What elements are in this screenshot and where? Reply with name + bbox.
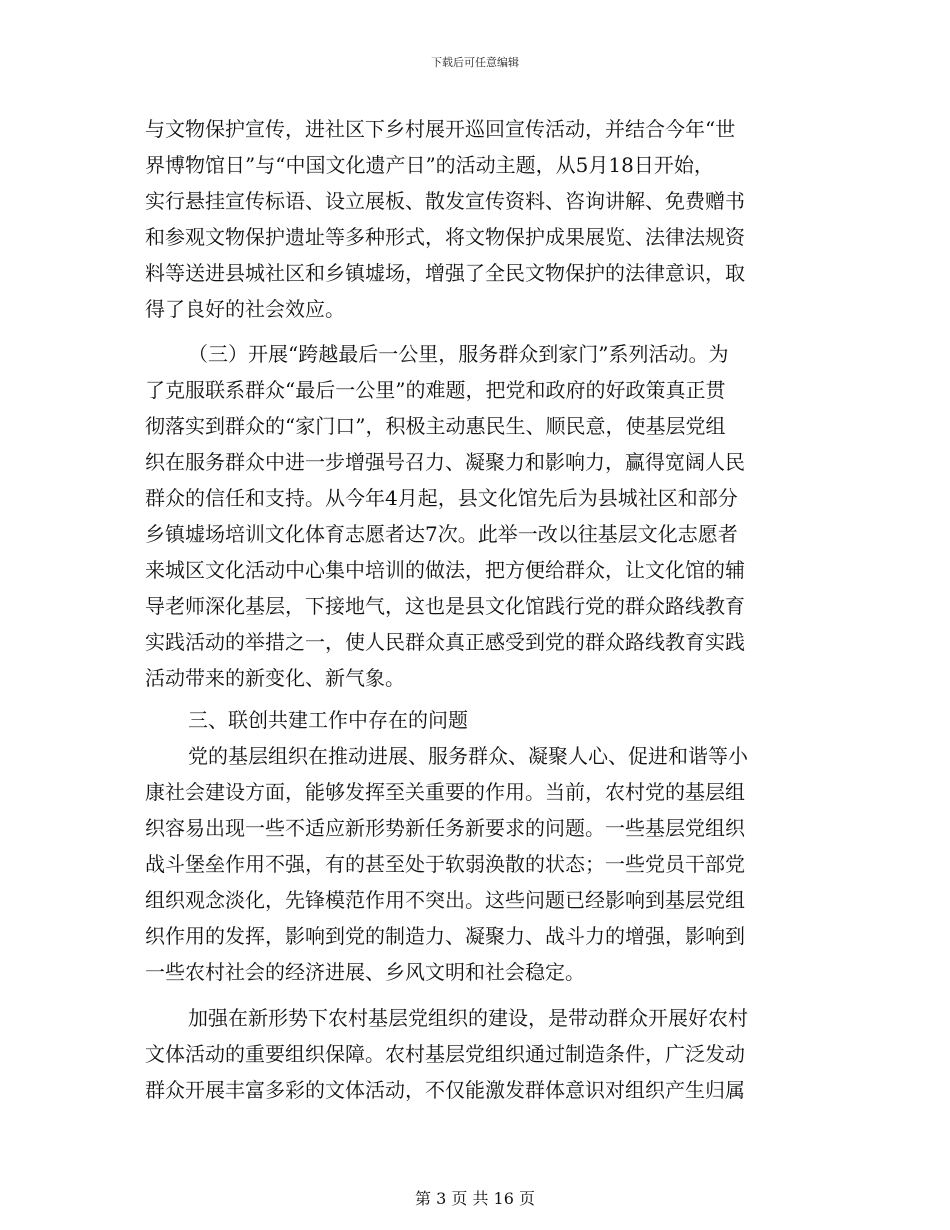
text-line: 加强在新形势下农村基层党组织的建设，是带动群众开展好农村 bbox=[188, 1006, 748, 1030]
text-line: 一些农村社会的经济进展、乡风文明和社会稳定。 bbox=[145, 960, 585, 984]
text-line: 来城区文化活动中心集中培训的做法，把方便给群众，让文化馆的辅 bbox=[145, 558, 745, 582]
text-line: 彻落实到群众的“家门口”，积极主动惠民生、顺民意，使基层党组 bbox=[145, 414, 726, 438]
text-line: 了克服联系群众“最后一公里”的难题，把党和政府的好政策真正贯 bbox=[145, 378, 726, 402]
text-line: 乡镇墟场培训文化体育志愿者达7次。此举一改以往基层文化志愿者 bbox=[145, 522, 738, 546]
text-line: 织容易出现一些不适应新形势新任务新要求的问题。一些基层党组织 bbox=[145, 816, 745, 840]
text-line: 组织观念淡化，先锋模范作用不突出。这些问题已经影响到基层党组 bbox=[145, 888, 745, 912]
text-line: 织作用的发挥，影响到党的制造力、凝聚力、战斗力的增强，影响到 bbox=[145, 924, 745, 948]
text-line: 实践活动的举措之一，使人民群众真正感受到党的群众路线教育实践 bbox=[145, 630, 745, 654]
text-line: 导老师深化基层，下接地气，这也是县文化馆践行党的群众路线教育 bbox=[145, 594, 745, 618]
text-line: 文体活动的重要组织保障。农村基层党组织通过制造条件，广泛发动 bbox=[145, 1042, 745, 1066]
text-line: 活动带来的新变化、新气象。 bbox=[145, 666, 405, 690]
text-line: 三、联创共建工作中存在的问题 bbox=[188, 708, 468, 732]
text-line: 与文物保护宣传，进社区下乡村展开巡回宣传活动，并结合今年“世 bbox=[145, 117, 736, 141]
text-line: 料等送进县城社区和乡镇墟场，增强了全民文物保护的法律意识，取 bbox=[145, 261, 745, 285]
text-line: 织在服务群众中进一步增强号召力、凝聚力和影响力，赢得宽阔人民 bbox=[145, 450, 745, 474]
page-header: 下载后可任意编辑 bbox=[431, 56, 519, 69]
text-line: 得了良好的社会效应。 bbox=[145, 297, 345, 321]
text-line: 群众的信任和支持。从今年4月起，县文化馆先后为县城社区和部分 bbox=[145, 486, 738, 510]
text-line: 实行悬挂宣传标语、设立展板、散发宣传资料、咨询讲解、免费赠书 bbox=[145, 189, 745, 213]
text-line: 战斗堡垒作用不强，有的甚至处于软弱涣散的状态；一些党员干部党 bbox=[145, 852, 745, 876]
text-line: 群众开展丰富多彩的文体活动，不仅能激发群体意识对组织产生归属 bbox=[145, 1078, 745, 1102]
text-line: （三）开展“跨越最后一公里，服务群众到家门”系列活动。为 bbox=[188, 342, 729, 366]
text-line: 康社会建设方面，能够发挥至关重要的作用。当前，农村党的基层组 bbox=[145, 780, 745, 804]
text-line: 党的基层组织在推动进展、服务群众、凝聚人心、促进和谐等小 bbox=[188, 744, 748, 768]
text-line: 界博物馆日”与“中国文化遗产日”的活动主题，从5月18日开始， bbox=[145, 153, 714, 177]
text-line: 和参观文物保护遗址等多种形式，将文物保护成果展览、法律法规资 bbox=[145, 225, 745, 249]
page-footer: 第 3 页 共 16 页 bbox=[415, 1189, 535, 1208]
